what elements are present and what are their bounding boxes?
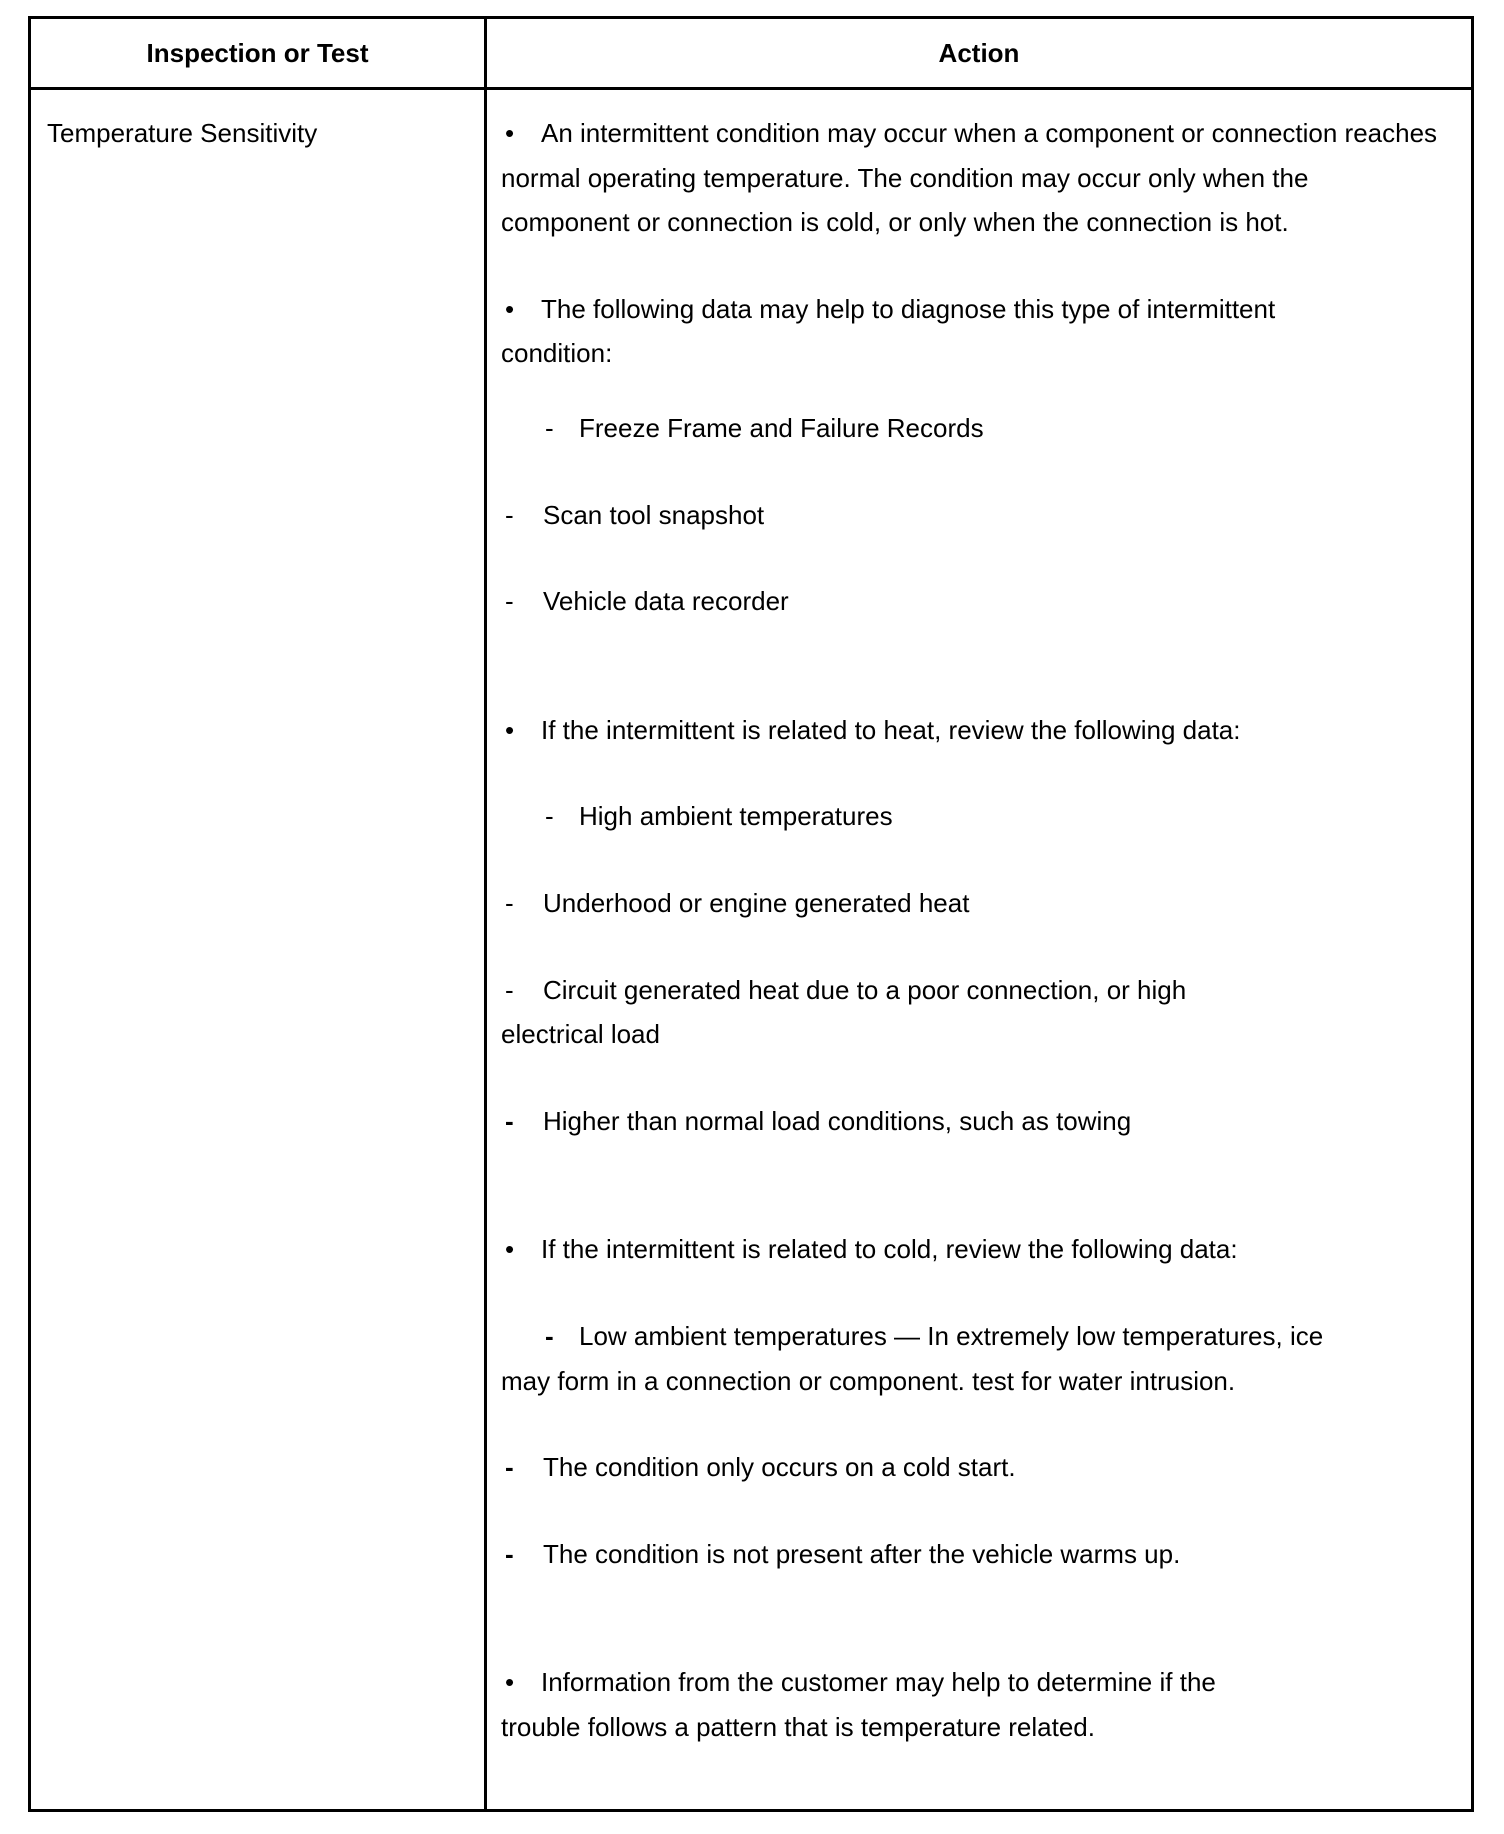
dash-text: Scan tool snapshot — [543, 499, 765, 530]
bullet-item — [501, 111, 1441, 245]
table-header-row — [31, 19, 1471, 90]
dash-icon: - — [545, 801, 554, 832]
dash-icon: - — [505, 974, 514, 1005]
bullet-icon: • — [505, 118, 515, 148]
action-cell — [501, 111, 1441, 1749]
dash-item — [501, 579, 1441, 624]
dash-icon: - — [505, 1538, 514, 1569]
bullet-text: If the intermittent is related to cold, review the following data: — [541, 1234, 1238, 1265]
dash-text: The condition is not present after the vehicle warms up. — [543, 1538, 1181, 1569]
bullet-icon: • — [505, 714, 515, 745]
dash-text: Low ambient temperatures — In extremely low temperatures, ice may form in a connection or component. test for water intrusion. — [501, 1320, 1324, 1396]
dash-text: Freeze Frame and Failure Records — [579, 412, 984, 443]
dash-text: The condition only occurs on a cold start. — [543, 1452, 1016, 1483]
dash-text: Circuit generated heat due to a poor connection, or high electrical load — [501, 974, 1187, 1050]
bullet-icon: • — [505, 293, 515, 324]
dash-icon: - — [505, 1105, 514, 1136]
dash-text: Higher than normal load conditions, such as towing — [543, 1105, 1132, 1136]
dash-icon: - — [505, 887, 514, 918]
column-divider — [484, 19, 487, 1809]
header-inspection-or-test: Inspection or Test — [146, 37, 369, 68]
bullet-item — [501, 1660, 1281, 1749]
inspection-name: Temperature Sensitivity — [47, 118, 318, 148]
bullet-text: Information from the customer may help to determine if the trouble follows a pattern that is temperature related. — [501, 1667, 1216, 1742]
bullet-icon: • — [505, 1667, 515, 1698]
bullet-icon: • — [505, 1234, 515, 1265]
dash-text: Underhood or engine generated heat — [543, 887, 970, 918]
dash-text: Vehicle data recorder — [543, 586, 789, 617]
dash-item — [501, 1445, 1441, 1490]
bullet-text: The following data may help to diagnose this type of intermittent condition: — [501, 293, 1276, 369]
dash-item — [501, 968, 1241, 1057]
dash-item — [501, 881, 1441, 926]
dash-item — [501, 1532, 1441, 1577]
dash-icon: - — [545, 412, 554, 443]
dash-icon: - — [505, 1452, 514, 1483]
dash-item — [501, 1314, 1361, 1403]
dash-item — [501, 794, 1441, 839]
inspection-table — [28, 16, 1474, 1812]
bullet-item — [501, 287, 1361, 376]
dash-item — [501, 493, 1441, 538]
bullet-item — [501, 1227, 1441, 1272]
dash-icon: - — [505, 499, 514, 530]
bullet-text: An intermittent condition may occur when a component or connection reaches normal operating temperature. The condition may occur only when the component or connection is cold, or only when the connection is hot. — [501, 118, 1438, 238]
bullet-item — [501, 708, 1441, 753]
header-action: Action — [938, 37, 1020, 68]
dash-icon: - — [505, 586, 514, 617]
dash-item — [501, 1099, 1441, 1144]
dash-icon: - — [545, 1320, 554, 1351]
dash-text: High ambient temperatures — [579, 801, 893, 832]
dash-item — [501, 406, 1441, 451]
bullet-text: If the intermittent is related to heat, review the following data: — [541, 714, 1241, 745]
